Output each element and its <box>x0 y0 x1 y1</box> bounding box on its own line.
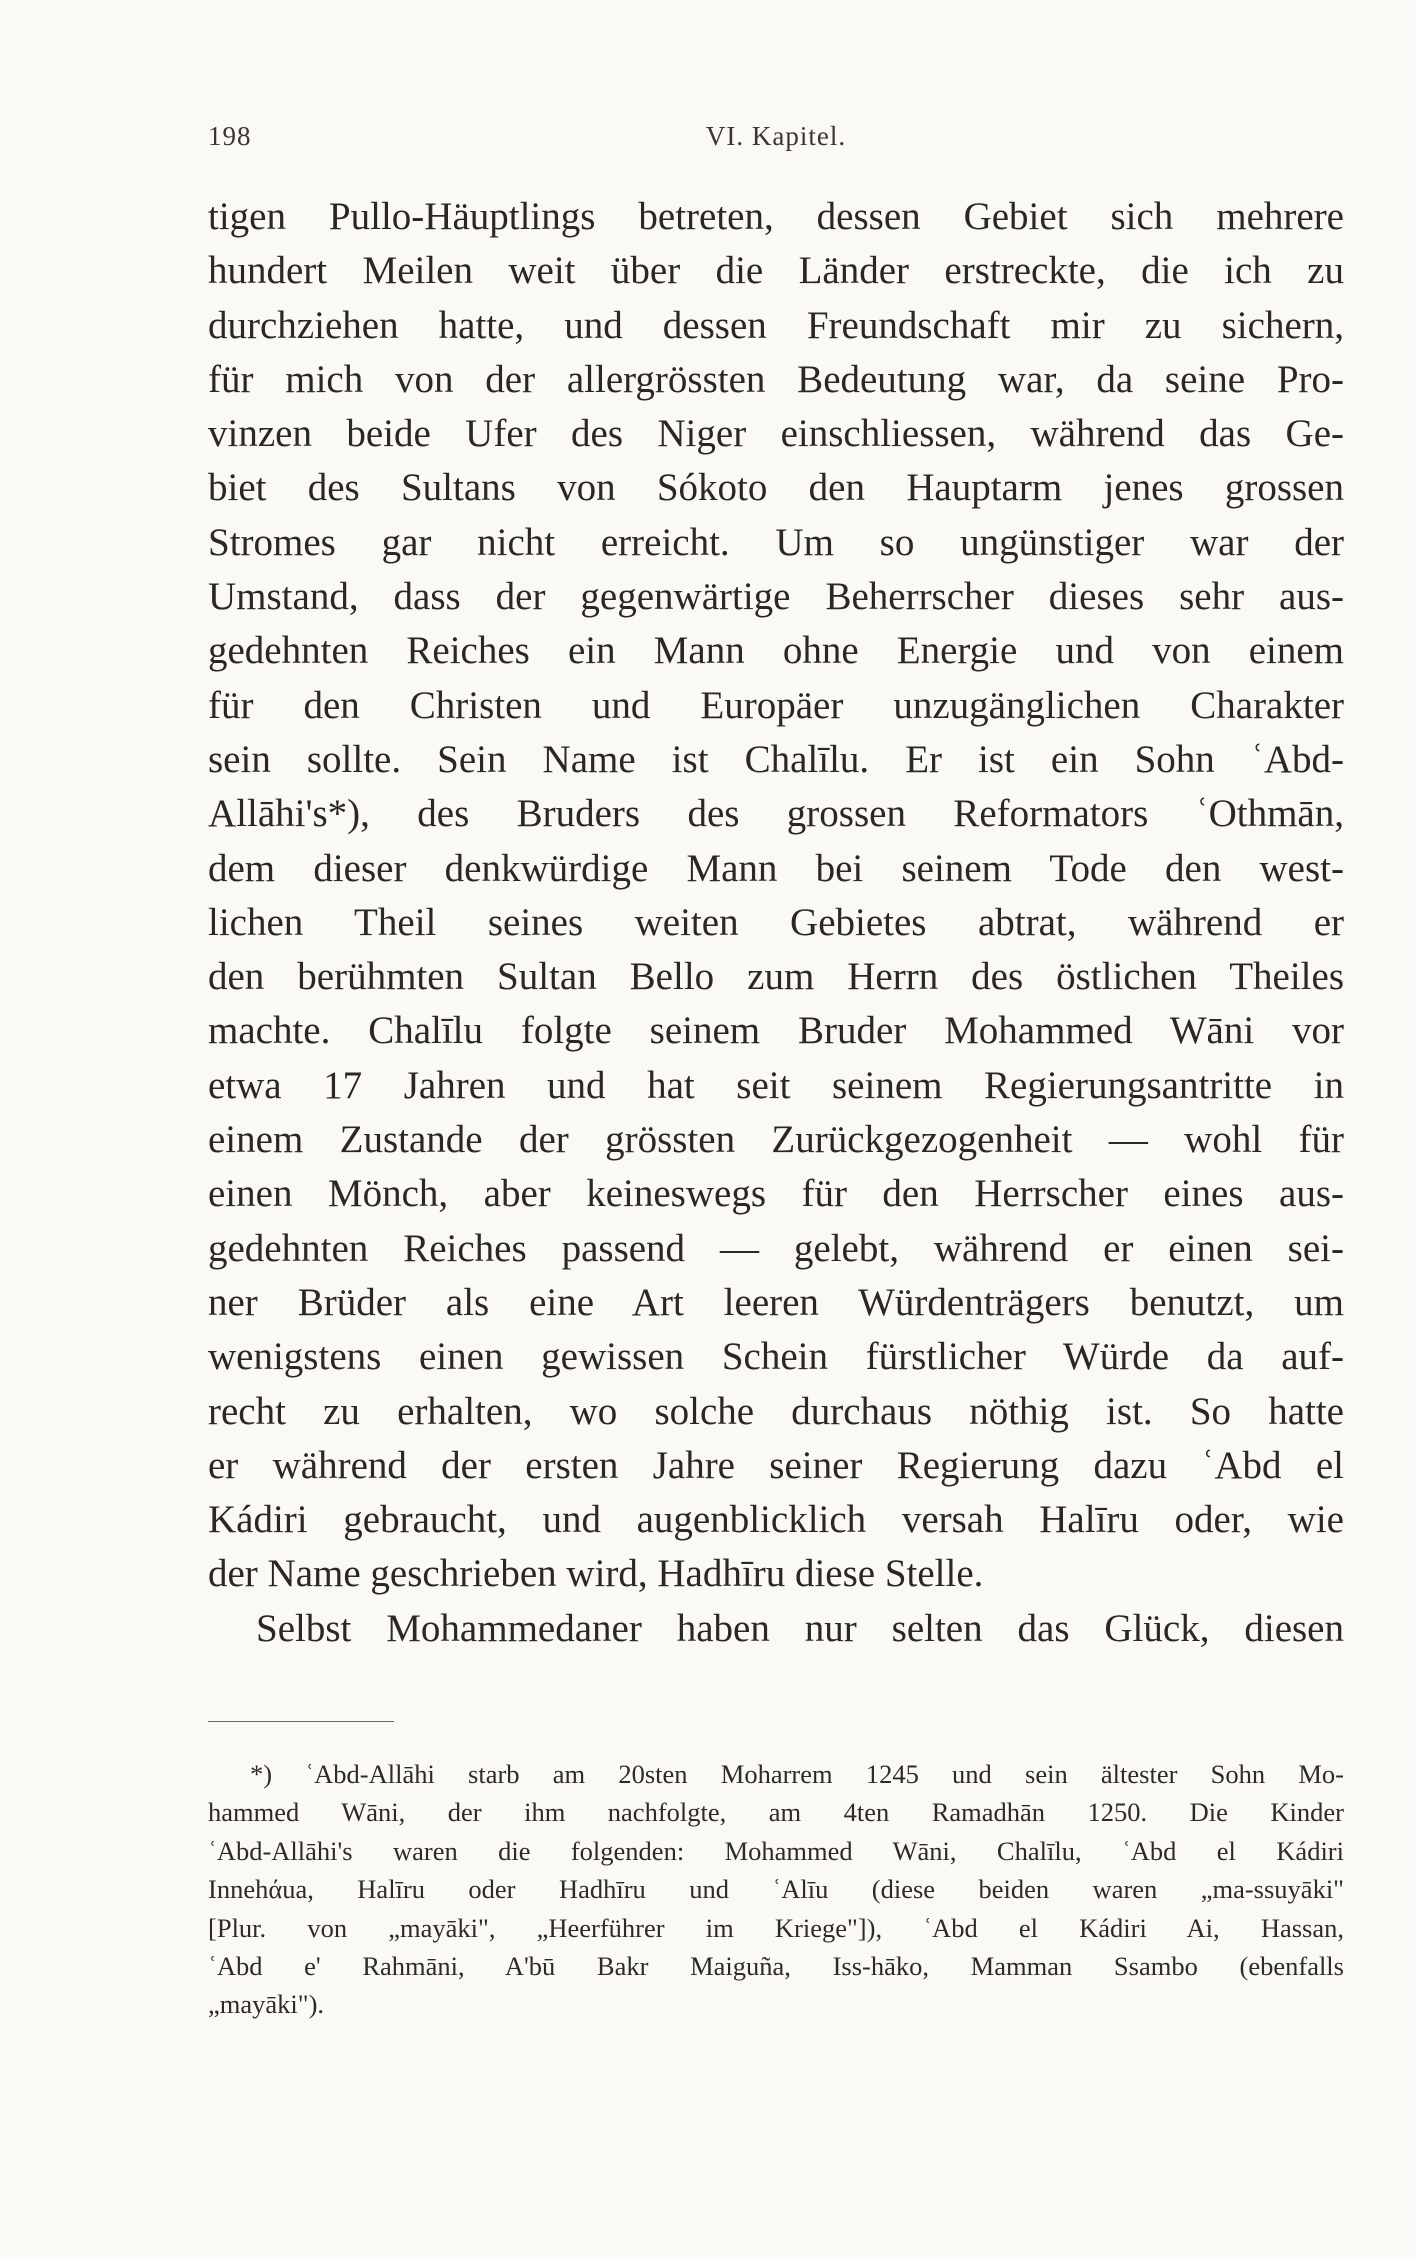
footnote-line: [Plur. von „mayāki", „Heerführer im Kriege"]), ʿAbd el Kádiri Ai, Hassan, <box>208 1912 1344 1943</box>
footnote-line: Innehάua, Halīru oder Hadhīru und ʿAlīu (diese beiden waren „ma-ssuyāki" <box>208 1874 1344 1905</box>
body-line: Umstand, dass der gegenwärtige Beherrscher dieses sehr aus- <box>208 575 1344 619</box>
body-line: gedehnten Reiches passend — gelebt, während er einen sei- <box>208 1226 1344 1270</box>
running-head: VI. Kapitel. <box>705 121 847 151</box>
body-line: der Name geschrieben wird, Hadhīru diese Stelle. <box>208 1552 984 1596</box>
body-line: ner Brüder als eine Art leeren Würdenträgers benutzt, um <box>208 1280 1344 1324</box>
body-line: biet des Sultans von Sókoto den Hauptarm jenes grossen <box>208 466 1344 510</box>
page-header <box>208 121 1344 161</box>
page-number: 198 <box>208 121 252 151</box>
body-line: etwa 17 Jahren und hat seit seinem Regierungsantritte in <box>208 1063 1344 1107</box>
body-line: dem dieser denkwürdige Mann bei seinem Tode den west- <box>208 846 1344 890</box>
body-line: durchziehen hatte, und dessen Freundschaft mir zu sichern, <box>208 303 1344 347</box>
body-line: für den Christen und Europäer unzugänglichen Charakter <box>208 683 1344 727</box>
footnote-separator <box>208 1721 394 1722</box>
body-line: den berühmten Sultan Bello zum Herrn des östlichen Theiles <box>208 955 1344 999</box>
body-line: einen Mönch, aber keineswegs für den Herrscher eines aus- <box>208 1172 1344 1216</box>
body-line: Stromes gar nicht erreicht. Um so ungünstiger war der <box>208 520 1344 564</box>
body-text <box>208 190 1344 1656</box>
body-line: sein sollte. Sein Name ist Chalīlu. Er ist ein Sohn ʿAbd- <box>208 737 1344 781</box>
body-line: tigen Pullo-Häuptlings betreten, dessen Gebiet sich mehrere <box>208 195 1344 238</box>
body-line: Allāhi's*), des Bruders des grossen Reformators ʿOthmān, <box>208 792 1344 836</box>
body-line: wenigstens einen gewissen Schein fürstlicher Würde da auf- <box>208 1335 1344 1379</box>
body-line: recht zu erhalten, wo solche durchaus nöthig ist. So hatte <box>208 1389 1344 1433</box>
footnote-line: ʿAbd e' Rahmāni, A'bū Bakr Maiguña, Iss-hāko, Mamman Ssambo (ebenfalls <box>208 1950 1344 1981</box>
body-line: hundert Meilen weit über die Länder erstreckte, die ich zu <box>208 249 1344 293</box>
body-line: Kádiri gebraucht, und augenblicklich versah Halīru oder, wie <box>208 1498 1344 1542</box>
footnote-line: hammed Wāni, der ihm nachfolgte, am 4ten Ramadhān 1250. Die Kinder <box>208 1797 1344 1828</box>
body-line: machte. Chalīlu folgte seinem Bruder Mohammed Wāni vor <box>208 1009 1344 1053</box>
body-line: vinzen beide Ufer des Niger einschliessen, während das Ge- <box>208 412 1344 456</box>
body-line: gedehnten Reiches ein Mann ohne Energie und von einem <box>208 629 1344 673</box>
body-line: Selbst Mohammedaner haben nur selten das Glück, diesen <box>256 1606 1344 1650</box>
footnote-line: *) ʿAbd-Allāhi starb am 20sten Moharrem 1245 und sein ältester Sohn Mo- <box>250 1759 1344 1789</box>
footnote-line: ʿAbd-Allāhi's waren die folgenden: Mohammed Wāni, Chalīlu, ʿAbd el Kádiri <box>208 1835 1344 1866</box>
body-line: einem Zustande der grössten Zurückgezogenheit — wohl für <box>208 1118 1344 1162</box>
body-line: für mich von der allergrössten Bedeutung war, da seine Pro- <box>208 357 1344 401</box>
footnote <box>208 1755 1344 2024</box>
footnote-line: „mayāki"). <box>208 1989 325 2020</box>
body-line: er während der ersten Jahre seiner Regierung dazu ʿAbd el <box>208 1443 1344 1487</box>
body-line: lichen Theil seines weiten Gebietes abtrat, während er <box>208 900 1344 944</box>
